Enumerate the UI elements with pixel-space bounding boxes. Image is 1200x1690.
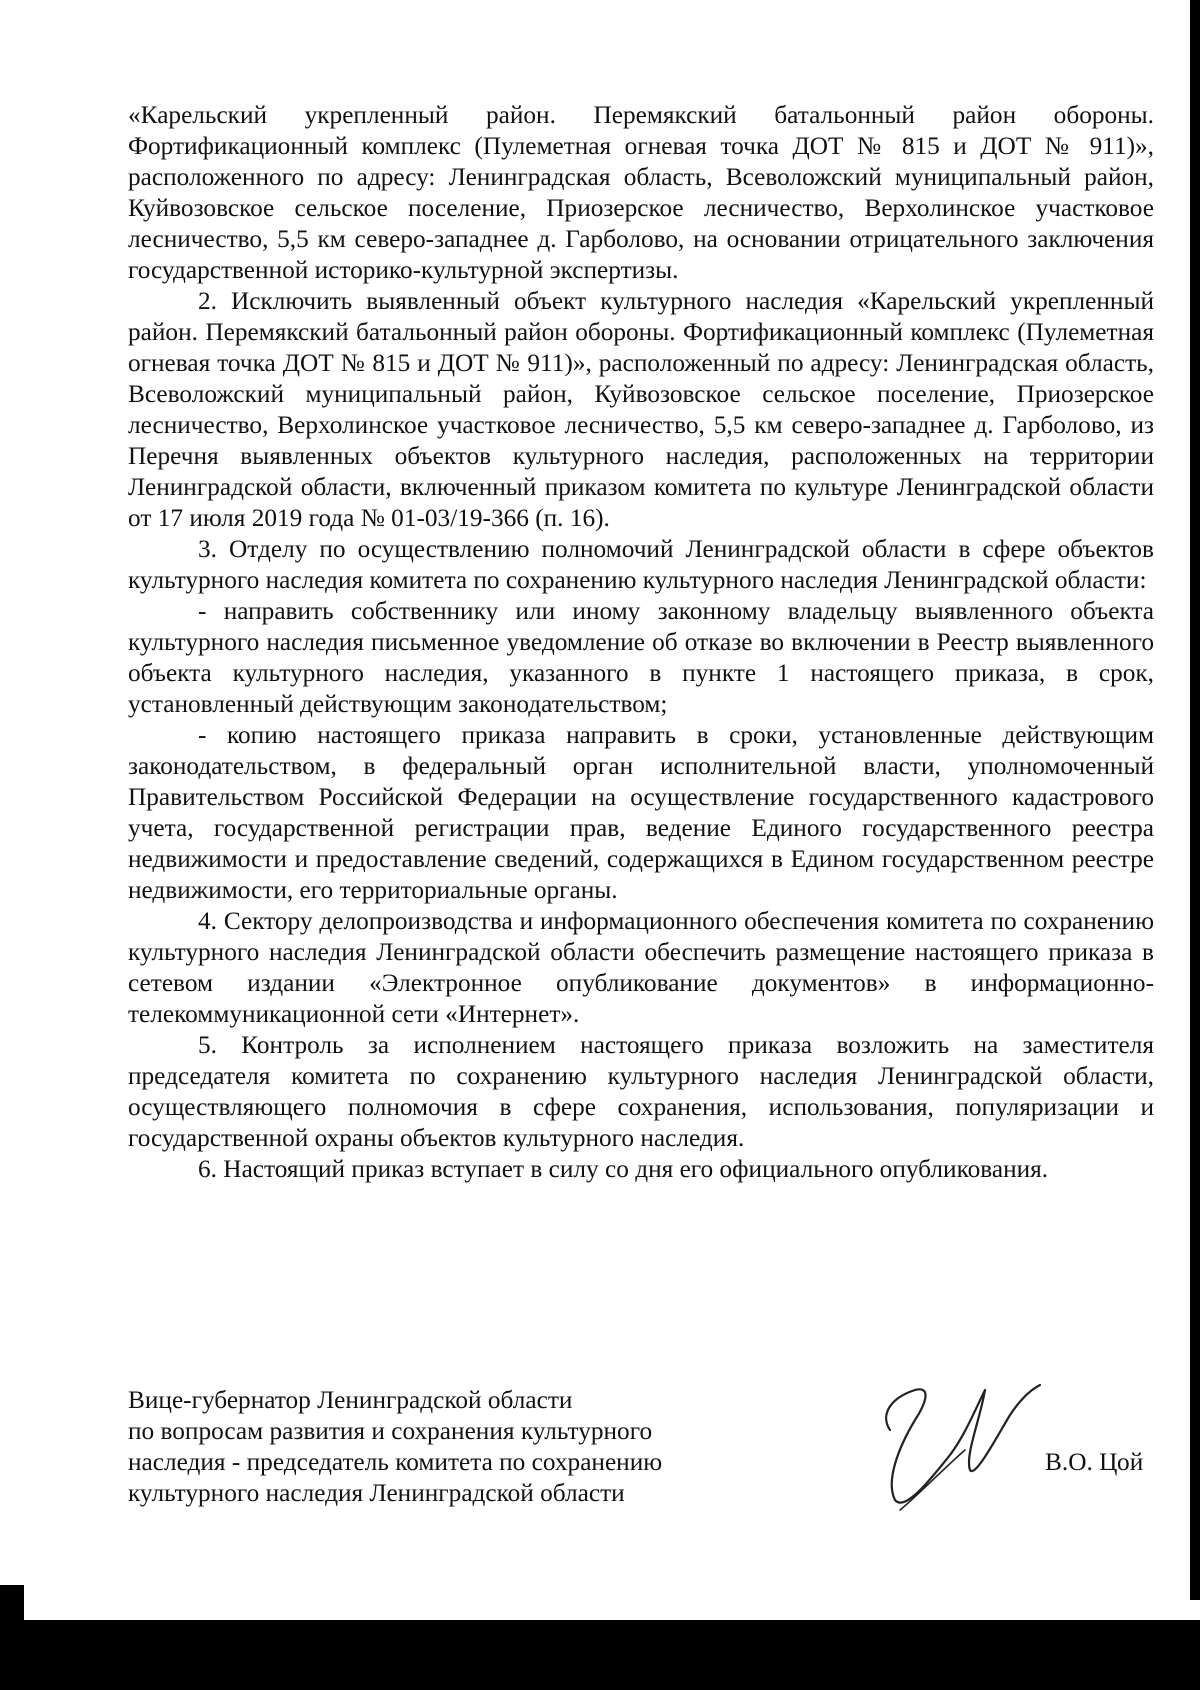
signer-position-line: Вице-губернатор Ленинградской области <box>128 1386 573 1414</box>
signer-name: В.О. Цой <box>1045 1448 1144 1476</box>
paragraph-item2: 2. Исключить выявленный объект культурного наследия «Карельский укрепленный район. Перемякский батальонный район обороны. Фортификационный комплекс (Пулеметная огневая точка ДОТ № 815 и ДОТ № 911)», расположенный по адресу: Ленинградская область, Всеволожский муниципальный район, Куйвозовское сельское поселение, Приозерское лесничество, Верхолинское участковое лесничество, 5,5 км северо-западнее д. Гарболово, из Перечня выявленных объектов культурного наследия, расположенных на территории Ленинградской области, включенный приказом комитета по культуре Ленинградской области от 17 июля 2019 года № 01-03/19-366 (п. 16). <box>128 287 1154 532</box>
paragraph-item3-bullet-1: - направить собственнику или иному законному владельцу выявленного объекта культурного наследия письменное уведомление об отказе во включении в Реестр выявленного объекта культурного наследия, указанного в пункте 1 настоящего приказа, в срок, установленный действующим законодательством; <box>128 597 1154 718</box>
signer-position-line: культурного наследия Ленинградской области <box>128 1479 625 1507</box>
signer-position-line: наследия - председатель комитета по сохранению <box>128 1448 663 1476</box>
signer-position-line: по вопросам развития и сохранения культурного <box>128 1417 653 1445</box>
handwritten-signature <box>870 1360 1050 1520</box>
document-body <box>128 100 1154 1185</box>
paragraph-item1-continuation: «Карельский укрепленный район. Перемякский батальонный район обороны. Фортификационный комплекс (Пулеметная огневая точка ДОТ № 815 и ДОТ № 911)», расположенного по адресу: Ленинградская область, Всеволожский муниципальный район, Куйвозовское сельское поселение, Приозерское лесничество, Верхолинское участковое лесничество, 5,5 км северо-западнее д. Гарболово, на основании отрицательного заключения государственной историко-культурной экспертизы. <box>128 101 1154 284</box>
scan-edge-right <box>1190 0 1200 1600</box>
paragraph-item3-bullet-2: - копию настоящего приказа направить в сроки, установленные действующим законодательством, в федеральный орган исполнительной власти, уполномоченный Правительством Российской Федерации на осуществление государственного кадастрового учета, государственной регистрации прав, ведение Единого государственного реестра недвижимости и предоставление сведений, содержащихся в Едином государственном реестре недвижимости, его территориальные органы. <box>128 721 1154 904</box>
paragraph-item4: 4. Сектору делопроизводства и информационного обеспечения комитета по сохранению культурного наследия Ленинградской области обеспечить размещение настоящего приказа в сетевом издании «Электронное опубликование документов» в информационно-телекоммуникационной сети «Интернет». <box>128 907 1154 1028</box>
paragraph-item6: 6. Настоящий приказ вступает в силу со дня его официального опубликования. <box>198 1155 1049 1183</box>
scan-edge-corner <box>0 1585 24 1625</box>
signer-position <box>128 1385 748 1509</box>
paragraph-item3: 3. Отделу по осуществлению полномочий Ленинградской области в сфере объектов культурного наследия комитета по сохранению культурного наследия Ленинградской области: <box>128 535 1154 594</box>
scan-edge-bottom <box>0 1620 1200 1690</box>
paragraph-item5: 5. Контроль за исполнением настоящего приказа возложить на заместителя председателя комитета по сохранению культурного наследия Ленинградской области, осуществляющего полномочия в сфере сохранения, использования, популяризации и государственной охраны объектов культурного наследия. <box>128 1031 1154 1152</box>
